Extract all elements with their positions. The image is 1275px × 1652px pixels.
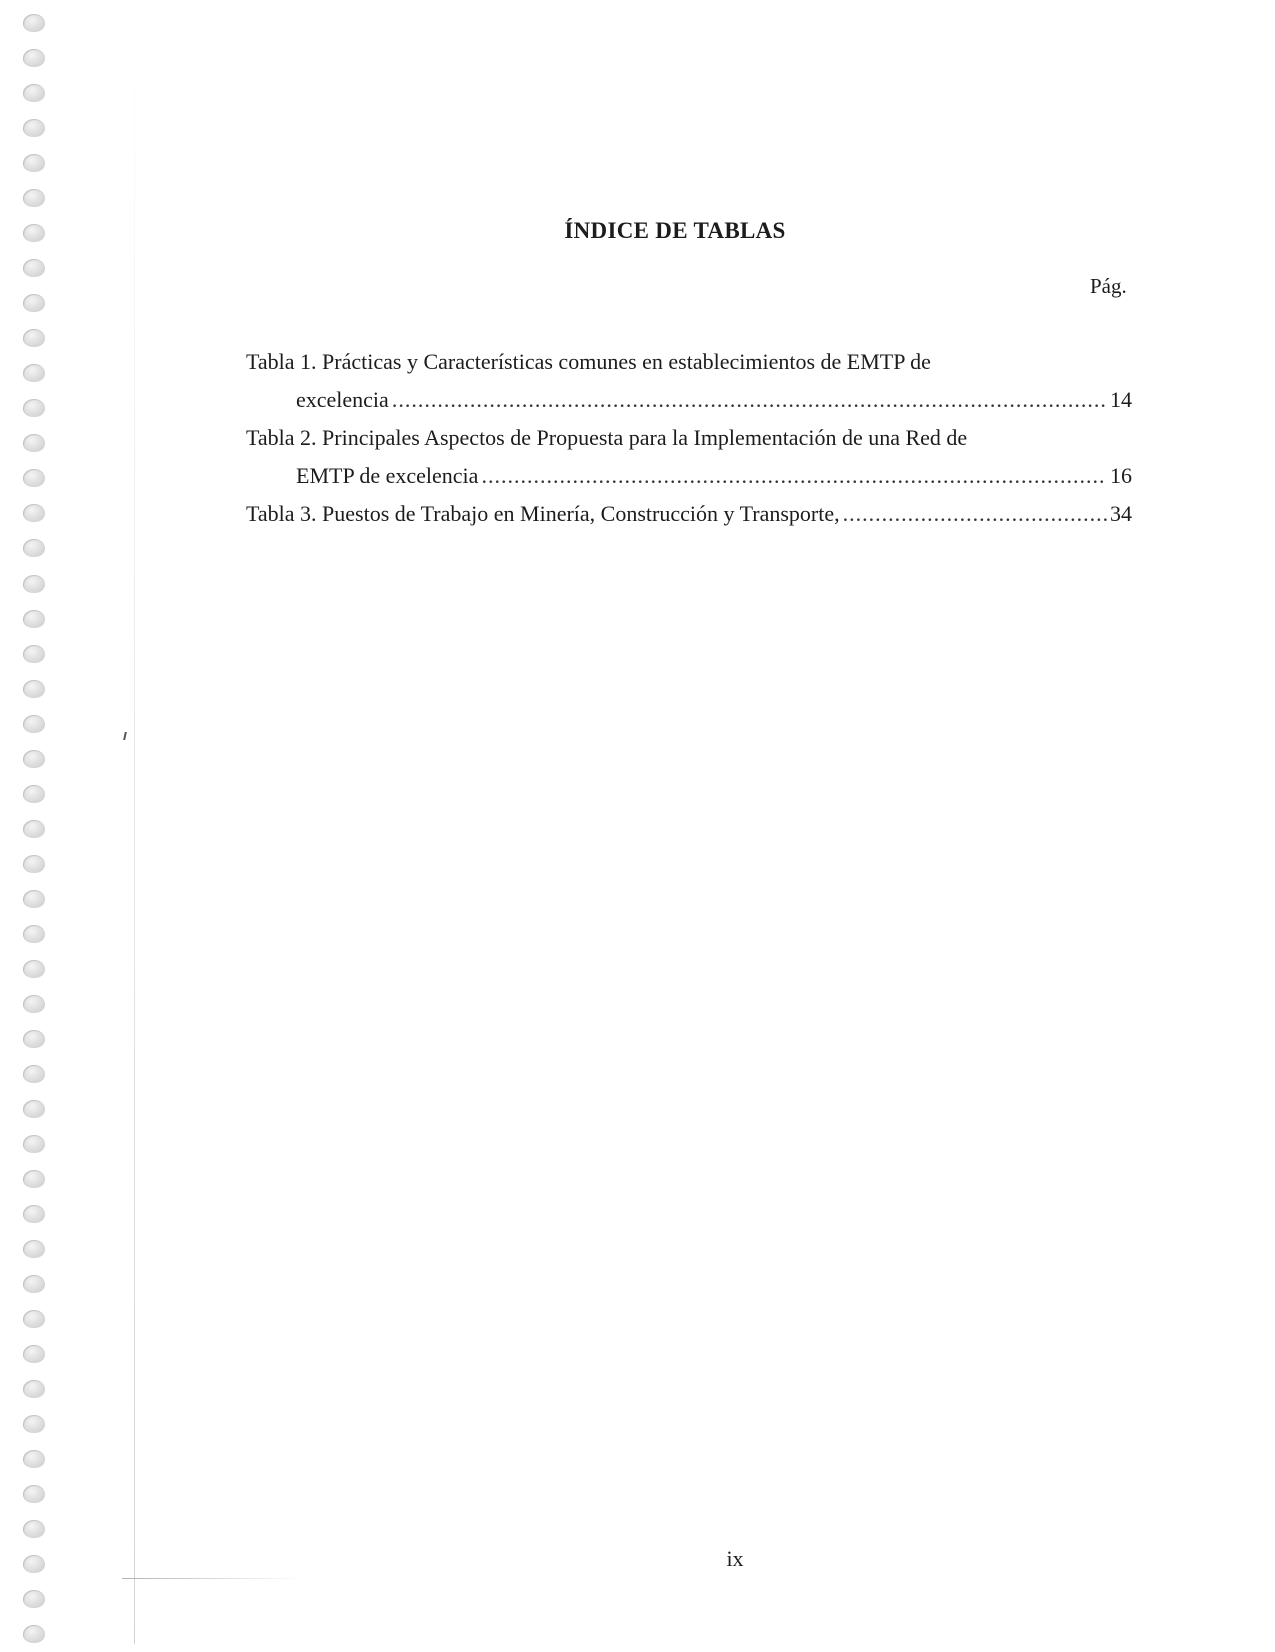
toc-entry-title: Tabla 2. Principales Aspectos de Propuesta para la Implementación de una Red de bbox=[246, 425, 968, 450]
toc-page-number: 16 bbox=[1110, 463, 1132, 488]
toc-entry-title-cont: EMTP de excelencia bbox=[296, 463, 479, 488]
binding-hole bbox=[23, 84, 45, 102]
toc-entry-continuation bbox=[246, 457, 1132, 495]
binding-hole bbox=[23, 1135, 45, 1153]
scan-smudge bbox=[122, 1578, 302, 1579]
binding-hole bbox=[23, 610, 45, 628]
toc-entry-text bbox=[246, 343, 1132, 381]
binding-hole bbox=[23, 715, 45, 733]
binding-hole bbox=[23, 1065, 45, 1083]
page-title: ÍNDICE DE TABLAS bbox=[564, 218, 786, 243]
page-column-label: Pág. bbox=[1090, 274, 1127, 298]
binding-hole bbox=[23, 14, 45, 32]
binding-hole bbox=[23, 1205, 45, 1223]
binding-hole bbox=[23, 1100, 45, 1118]
binding-hole bbox=[23, 1345, 45, 1363]
dot-leader bbox=[392, 381, 1107, 419]
binding-hole bbox=[23, 785, 45, 803]
toc-page-number: 34 bbox=[1110, 501, 1132, 526]
binding-hole bbox=[23, 925, 45, 943]
binding-hole bbox=[23, 259, 45, 277]
binding-hole bbox=[23, 49, 45, 67]
binding-hole bbox=[23, 1520, 45, 1538]
binding-hole bbox=[23, 820, 45, 838]
binding-hole bbox=[23, 329, 45, 347]
binding-hole bbox=[23, 1275, 45, 1293]
binding-hole bbox=[23, 1240, 45, 1258]
binding-hole bbox=[23, 575, 45, 593]
binding-hole bbox=[23, 399, 45, 417]
toc-entry-3[interactable] bbox=[246, 495, 1132, 533]
binding-hole bbox=[23, 504, 45, 522]
binding-hole bbox=[23, 960, 45, 978]
binding-hole bbox=[23, 680, 45, 698]
toc-entry-2[interactable] bbox=[246, 419, 1132, 495]
binding-hole bbox=[23, 154, 45, 172]
toc-entry-continuation bbox=[246, 381, 1132, 419]
binding-hole bbox=[23, 750, 45, 768]
binding-hole bbox=[23, 1030, 45, 1048]
toc-entry-1[interactable] bbox=[246, 343, 1132, 419]
binding-hole bbox=[23, 119, 45, 137]
dot-leader bbox=[843, 495, 1107, 533]
page-number-footer: ix bbox=[726, 1546, 744, 1571]
binding-hole bbox=[23, 434, 45, 452]
toc-entry-title: Tabla 1. Prácticas y Características comunes en establecimientos de EMTP de bbox=[246, 349, 931, 374]
binding-holes bbox=[20, 14, 48, 1644]
toc-entry-title: Tabla 3. Puestos de Trabajo en Minería, Construcción y Transporte, bbox=[246, 501, 840, 526]
binding-hole bbox=[23, 1310, 45, 1328]
binding-hole bbox=[23, 189, 45, 207]
binding-hole bbox=[23, 645, 45, 663]
binding-hole bbox=[23, 1380, 45, 1398]
binding-hole bbox=[23, 1450, 45, 1468]
dot-leader bbox=[481, 457, 1107, 495]
table-of-tables bbox=[246, 343, 1132, 533]
binding-hole bbox=[23, 890, 45, 908]
binding-hole bbox=[23, 1170, 45, 1188]
toc-entry-text bbox=[246, 419, 1132, 457]
toc-entry-title-cont: excelencia bbox=[296, 387, 389, 412]
binding-hole bbox=[23, 1625, 45, 1643]
binding-hole bbox=[23, 1485, 45, 1503]
binding-hole bbox=[23, 1590, 45, 1608]
binding-hole bbox=[23, 294, 45, 312]
toc-entry-text bbox=[246, 495, 1132, 533]
binding-hole bbox=[23, 855, 45, 873]
binding-hole bbox=[23, 995, 45, 1013]
binding-hole bbox=[23, 364, 45, 382]
binding-hole bbox=[23, 469, 45, 487]
page-margin-line bbox=[134, 14, 135, 1644]
toc-page-number: 14 bbox=[1110, 387, 1132, 412]
binding-hole bbox=[23, 1415, 45, 1433]
binding-hole bbox=[23, 539, 45, 557]
stray-pen-mark bbox=[123, 732, 127, 740]
